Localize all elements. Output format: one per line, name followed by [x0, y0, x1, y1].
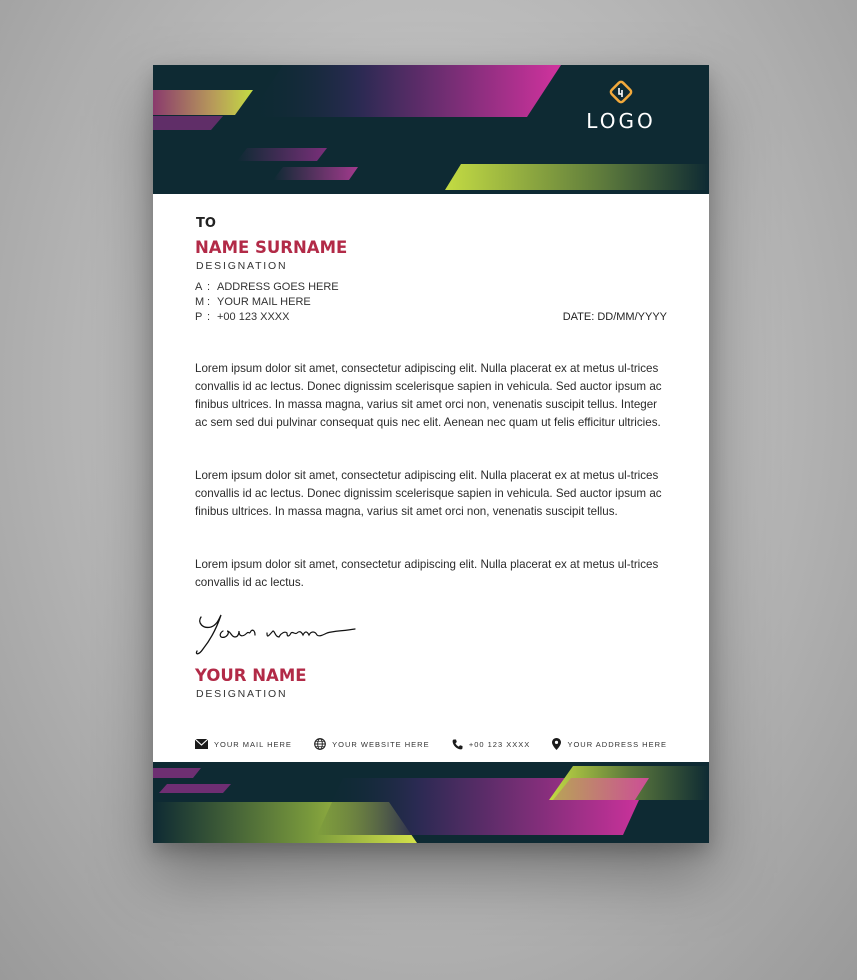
body-paragraph-2: Lorem ipsum dolor sit amet, consectetur adipiscing elit. Nulla placerat ex at metus ul-trices convallis id ac lectus. Donec dignissim scelerisque sapien in vehicula. Sed auctor ipsum ac finibus ultrices. In massa magna, varius sit amet orci non, venenatis suscipit tellus. — [195, 469, 662, 518]
footer-phone[interactable] — [452, 739, 530, 750]
footer-small-stripe-2 — [159, 784, 231, 793]
footer-phone-text: +00 123 XXXX — [468, 739, 531, 749]
logo[interactable] — [577, 79, 665, 133]
contact-key: P — [195, 311, 203, 323]
contact-key: A — [195, 281, 203, 293]
header-purple-corner-stripe — [153, 116, 223, 130]
globe-icon — [314, 738, 326, 750]
footer-contact-bar — [195, 738, 667, 750]
phone-icon — [452, 739, 463, 750]
footer-address-text: YOUR ADDRESS HERE — [567, 739, 667, 749]
footer-mail-text: YOUR MAIL HERE — [214, 739, 292, 749]
body-paragraph-3: Lorem ipsum dolor sit amet, consectetur adipiscing elit. Nulla placerat ex at metus ul-trices convallis id ac lectus. — [195, 558, 659, 589]
header-magenta-stripe — [249, 65, 561, 117]
contact-value: ADDRESS GOES HERE — [217, 281, 339, 293]
contact-mail: M : YOUR MAIL HERE — [195, 296, 311, 308]
letterhead-page — [153, 65, 709, 843]
footer-website-text: YOUR WEBSITE HERE — [332, 739, 430, 749]
footer-address[interactable] — [552, 738, 667, 750]
contact-address: A : ADDRESS GOES HERE — [195, 281, 339, 293]
location-pin-icon — [552, 738, 561, 750]
contact-phone: P : +00 123 XXXX — [195, 311, 290, 323]
header-lime-stripe — [445, 164, 709, 190]
footer-website[interactable] — [314, 738, 429, 750]
footer-band — [153, 762, 709, 843]
signer-designation: DESIGNATION — [196, 688, 288, 700]
recipient-designation: DESIGNATION — [196, 260, 288, 272]
footer-mail[interactable] — [195, 739, 292, 749]
logo-text: LOGO — [586, 109, 656, 133]
header-small-stripe-1 — [237, 148, 327, 161]
recipient-name: NAME SURNAME — [195, 238, 348, 257]
to-label: TO — [196, 216, 216, 231]
recipient-contact-list — [195, 280, 339, 325]
contact-value: YOUR MAIL HERE — [217, 296, 311, 308]
body-paragraph-1: Lorem ipsum dolor sit amet, consectetur adipiscing elit. Nulla placerat ex at metus ul-trices convallis id ac lectus. Donec dignissim scelerisque sapien in vehicula. Sed auctor ipsum ac finibus ultrices. In massa magna, varius sit amet orci non, venenatis suscipit tellus. Integer ac sem sed dui pulvinar consequat quis nec elit. Aenean nec quam ut felis efficitur ultricies. — [195, 362, 662, 429]
logo-mark-icon — [608, 79, 634, 105]
handwritten-signature — [193, 609, 363, 661]
contact-value: +00 123 XXXX — [217, 311, 290, 323]
footer-small-stripe-1 — [153, 768, 201, 778]
header-small-stripe-2 — [273, 167, 358, 180]
contact-key: M — [195, 296, 205, 308]
signer-name: YOUR NAME — [195, 666, 307, 685]
mail-icon — [195, 739, 208, 749]
date-line: DATE: DD/MM/YYYY — [562, 311, 667, 323]
